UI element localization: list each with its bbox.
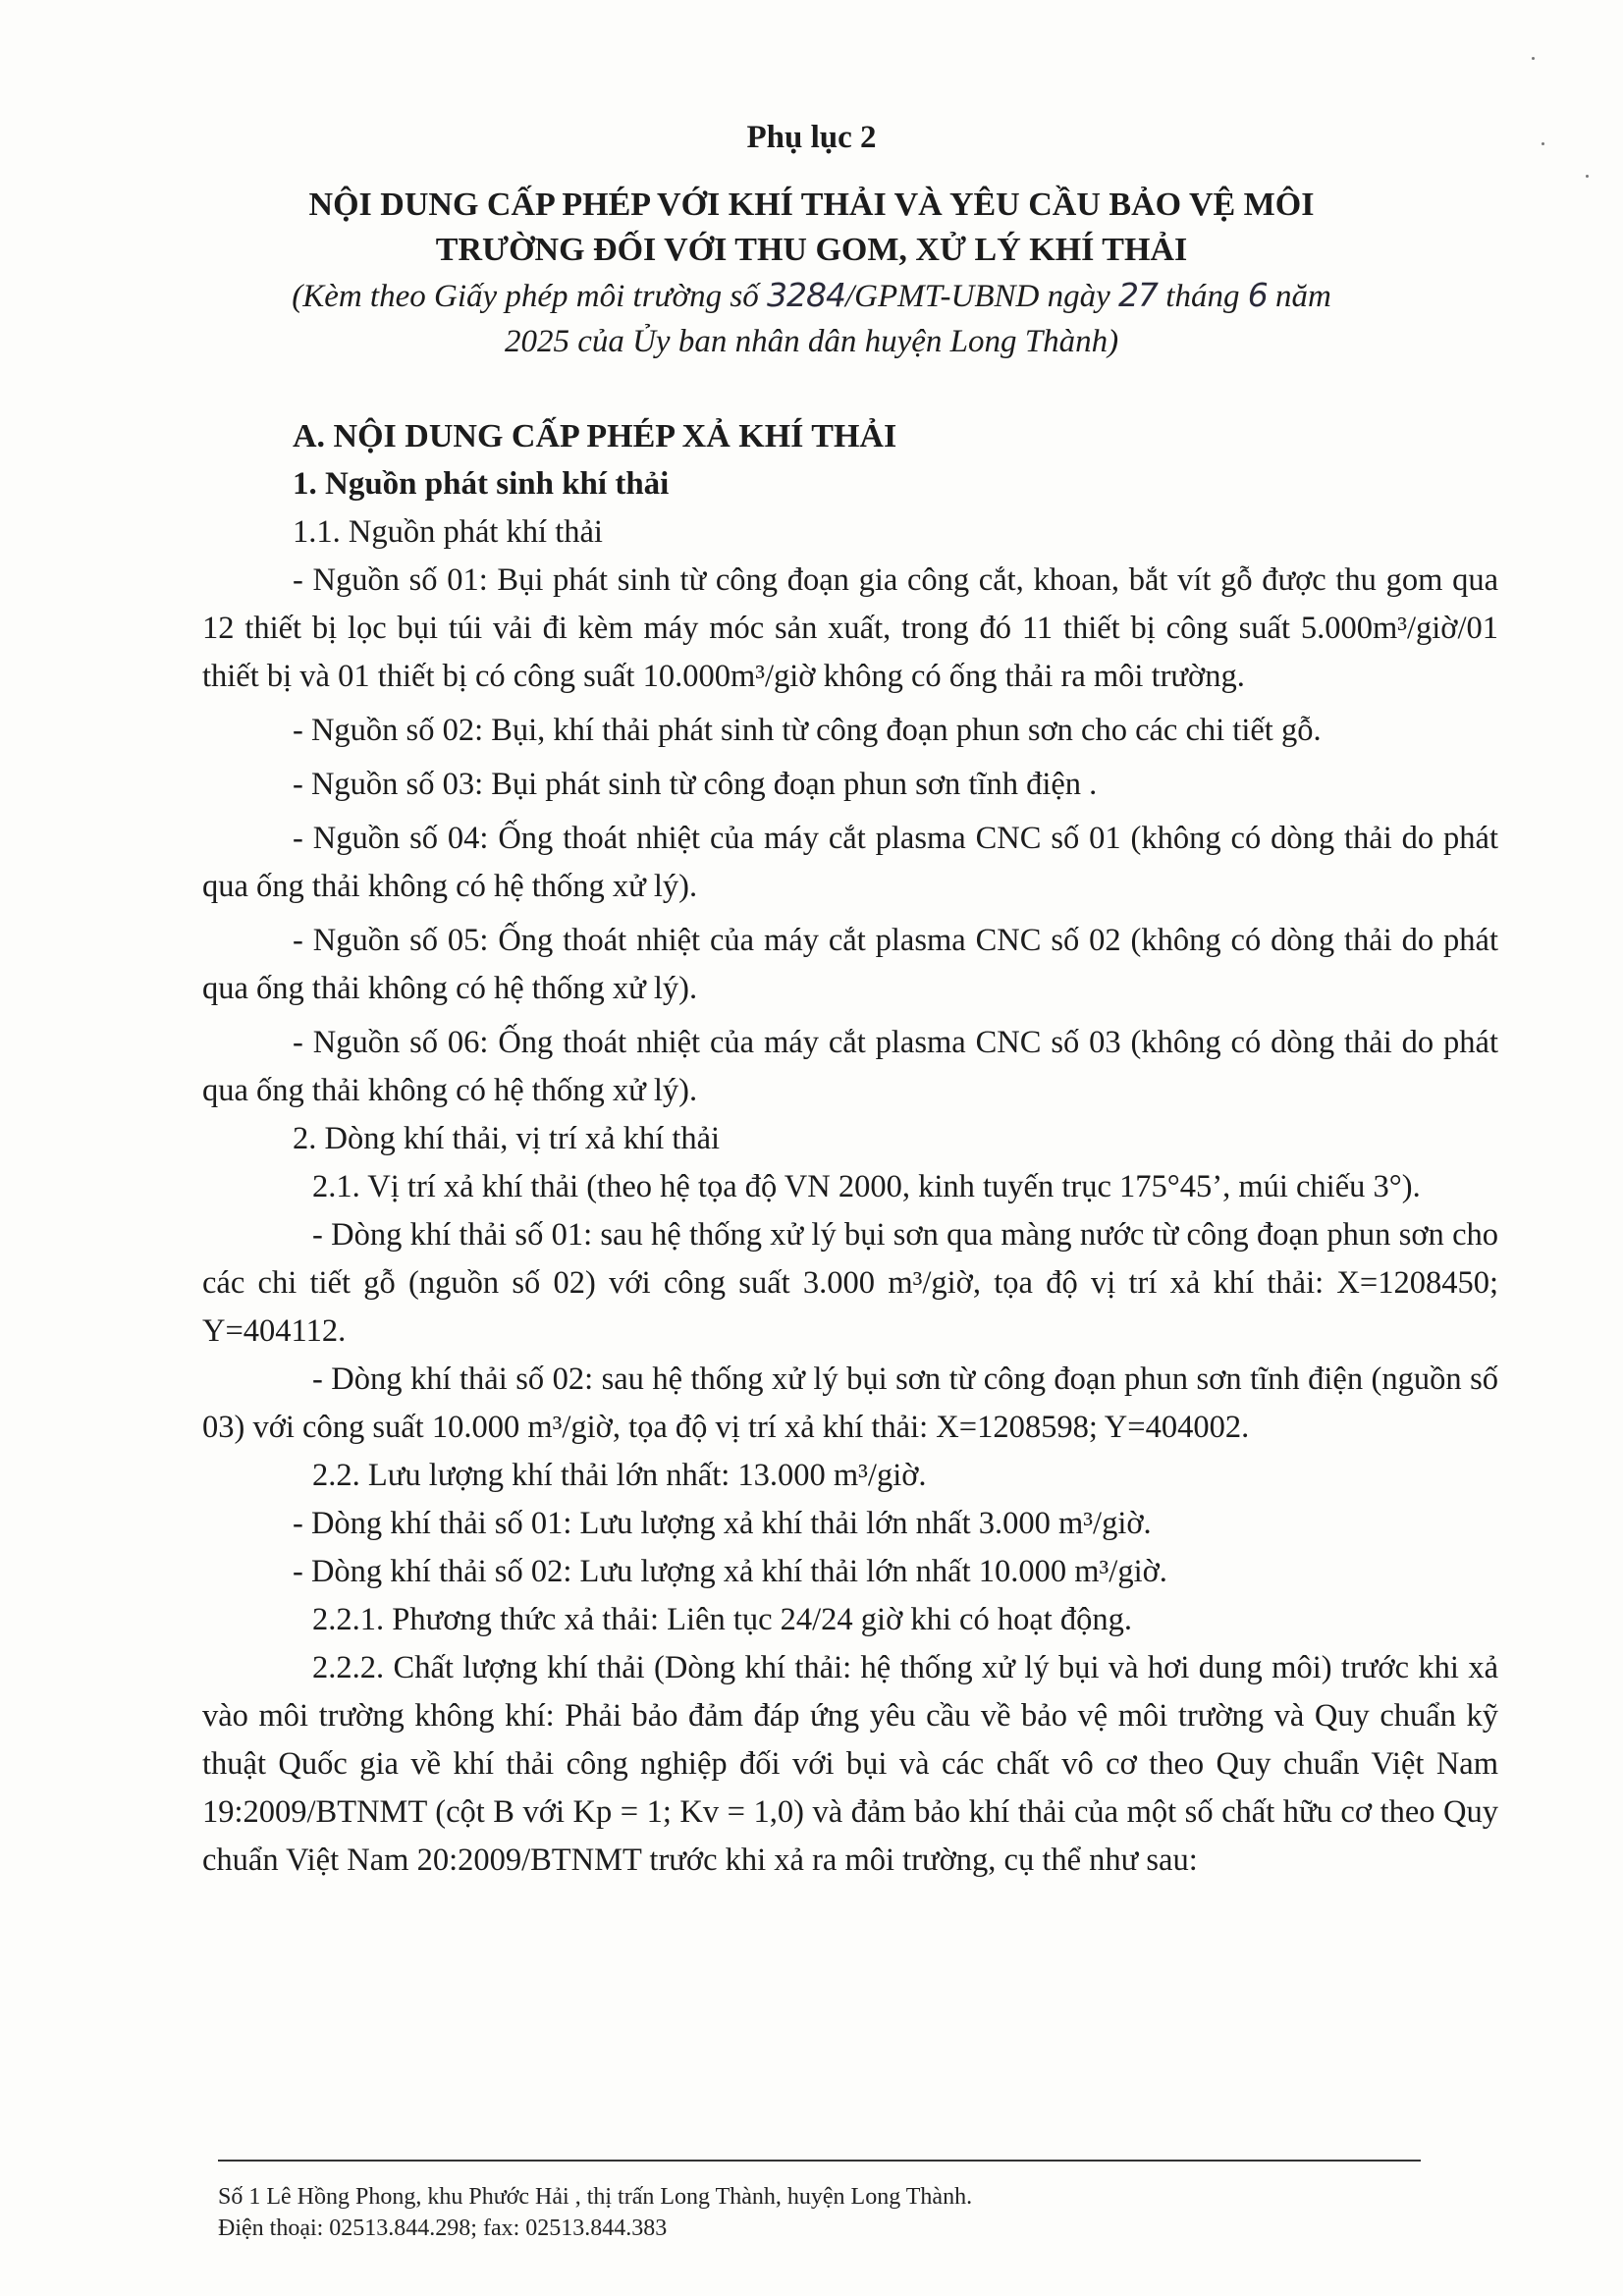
handwritten-day: 27 bbox=[1118, 276, 1159, 314]
subtitle-line-1 bbox=[0, 273, 1623, 319]
handwritten-permit-number: 3284 bbox=[767, 276, 845, 314]
max-flow-01: - Dòng khí thải số 01: Lưu lượng xả khí thải lớn nhất 3.000 m³/giờ. bbox=[293, 1506, 1152, 1541]
heading-2-2-1: 2.2.1. Phương thức xả thải: Liên tục 24/24 giờ khi có hoạt động. bbox=[312, 1602, 1133, 1637]
section-a-heading: A. NỘI DUNG CẤP PHÉP XẢ KHÍ THẢI bbox=[293, 418, 897, 454]
subtitle-text-a: (Kèm theo Giấy phép môi trường số bbox=[292, 279, 768, 314]
source-05: - Nguồn số 05: Ống thoát nhiệt của máy cắt plasma CNC số 02 (không có dòng thải do phát qua ống thải không có hệ thống xử lý). bbox=[202, 923, 1498, 1006]
heading-1: 1. Nguồn phát sinh khí thải bbox=[293, 466, 670, 502]
appendix-label: Phụ lục 2 bbox=[746, 120, 877, 155]
heading-2-1: 2.1. Vị trí xả khí thải (theo hệ tọa độ VN 2000, kinh tuyến trục 175°45’, múi chiếu 3°). bbox=[312, 1169, 1421, 1204]
heading-2: 2. Dòng khí thải, vị trí xả khí thải bbox=[293, 1121, 721, 1156]
source-01: - Nguồn số 01: Bụi phát sinh từ công đoạn gia công cắt, khoan, bắt vít gỗ được thu gom qua 12 thiết bị lọc bụi túi vải đi kèm máy móc sản xuất, trong đó 11 thiết bị công suất 5.000m³/giờ/01 thiết bị và 01 thiết bị có công suất 10.000m³/giờ không có ống thải ra môi trường. bbox=[202, 562, 1498, 694]
flow-02: - Dòng khí thải số 02: sau hệ thống xử lý bụi sơn từ công đoạn phun sơn tĩnh điện (nguồn số 03) với công suất 10.000 m³/giờ, tọa độ vị trí xả khí thải: X=1208598; Y=404002. bbox=[202, 1362, 1498, 1445]
source-03: - Nguồn số 03: Bụi phát sinh từ công đoạn phun sơn tĩnh điện . bbox=[293, 767, 1098, 802]
flow-01: - Dòng khí thải số 01: sau hệ thống xử lý bụi sơn qua màng nước từ công đoạn phun sơn cho các chi tiết gỗ (nguồn số 02) với công suất 3.000 m³/giờ, tọa độ vị trí xả khí thải: X=1208450; Y=404112. bbox=[202, 1217, 1498, 1349]
max-flow-02: - Dòng khí thải số 02: Lưu lượng xả khí thải lớn nhất 10.000 m³/giờ. bbox=[293, 1554, 1167, 1589]
source-06: - Nguồn số 06: Ống thoát nhiệt của máy cắt plasma CNC số 03 (không có dòng thải do phát qua ống thải không có hệ thống xử lý). bbox=[202, 1025, 1498, 1108]
subtitle-text-b: /GPMT-UBND ngày bbox=[845, 279, 1119, 314]
subtitle-line-2: 2025 của Ủy ban nhân dân huyện Long Thành) bbox=[504, 324, 1119, 359]
document-subtitle bbox=[0, 273, 1623, 364]
footer-divider bbox=[218, 2160, 1421, 2162]
subtitle-text-c: tháng bbox=[1158, 279, 1248, 314]
heading-1-1: 1.1. Nguồn phát khí thải bbox=[293, 514, 603, 550]
title-line-2: TRƯỜNG ĐỐI VỚI THU GOM, XỬ LÝ KHÍ THẢI bbox=[435, 232, 1188, 268]
document-title bbox=[0, 183, 1623, 273]
scan-speck bbox=[1586, 175, 1589, 178]
scan-speck bbox=[1542, 142, 1544, 145]
scan-speck bbox=[1532, 57, 1535, 60]
title-line-1: NỘI DUNG CẤP PHÉP VỚI KHÍ THẢI VÀ YÊU CẦU BẢO VỆ MÔI bbox=[308, 187, 1315, 223]
heading-2-2: 2.2. Lưu lượng khí thải lớn nhất: 13.000 m³/giờ. bbox=[312, 1458, 927, 1493]
heading-2-2-2: 2.2.2. Chất lượng khí thải (Dòng khí thải: hệ thống xử lý bụi và hơi dung môi) trước khi xả vào môi trường không khí: Phải bảo đảm đáp ứng yêu cầu về bảo vệ môi trường và Quy chuẩn kỹ thuật Quốc gia về khí thải công nghiệp đối với bụi và các chất vô cơ theo Quy chuẩn Việt Nam 19:2009/BTNMT (cột B với Kp = 1; Kv = 1,0) và đảm bảo khí thải của một số chất hữu cơ theo Quy chuẩn Việt Nam 20:2009/BTNMT trước khi xả ra môi trường, cụ thể như sau: bbox=[202, 1650, 1498, 1878]
document-body bbox=[202, 412, 1498, 1885]
footer bbox=[218, 2181, 972, 2244]
source-02: - Nguồn số 02: Bụi, khí thải phát sinh từ công đoạn phun sơn cho các chi tiết gỗ. bbox=[293, 713, 1322, 748]
footer-phone: Điện thoại: 02513.844.298; fax: 02513.844.383 bbox=[218, 2216, 668, 2241]
subtitle-text-d: năm bbox=[1267, 279, 1331, 314]
handwritten-month: 6 bbox=[1247, 276, 1268, 314]
source-04: - Nguồn số 04: Ống thoát nhiệt của máy cắt plasma CNC số 01 (không có dòng thải do phát qua ống thải không có hệ thống xử lý). bbox=[202, 821, 1498, 904]
footer-address: Số 1 Lê Hồng Phong, khu Phước Hải , thị trấn Long Thành, huyện Long Thành. bbox=[218, 2184, 973, 2210]
